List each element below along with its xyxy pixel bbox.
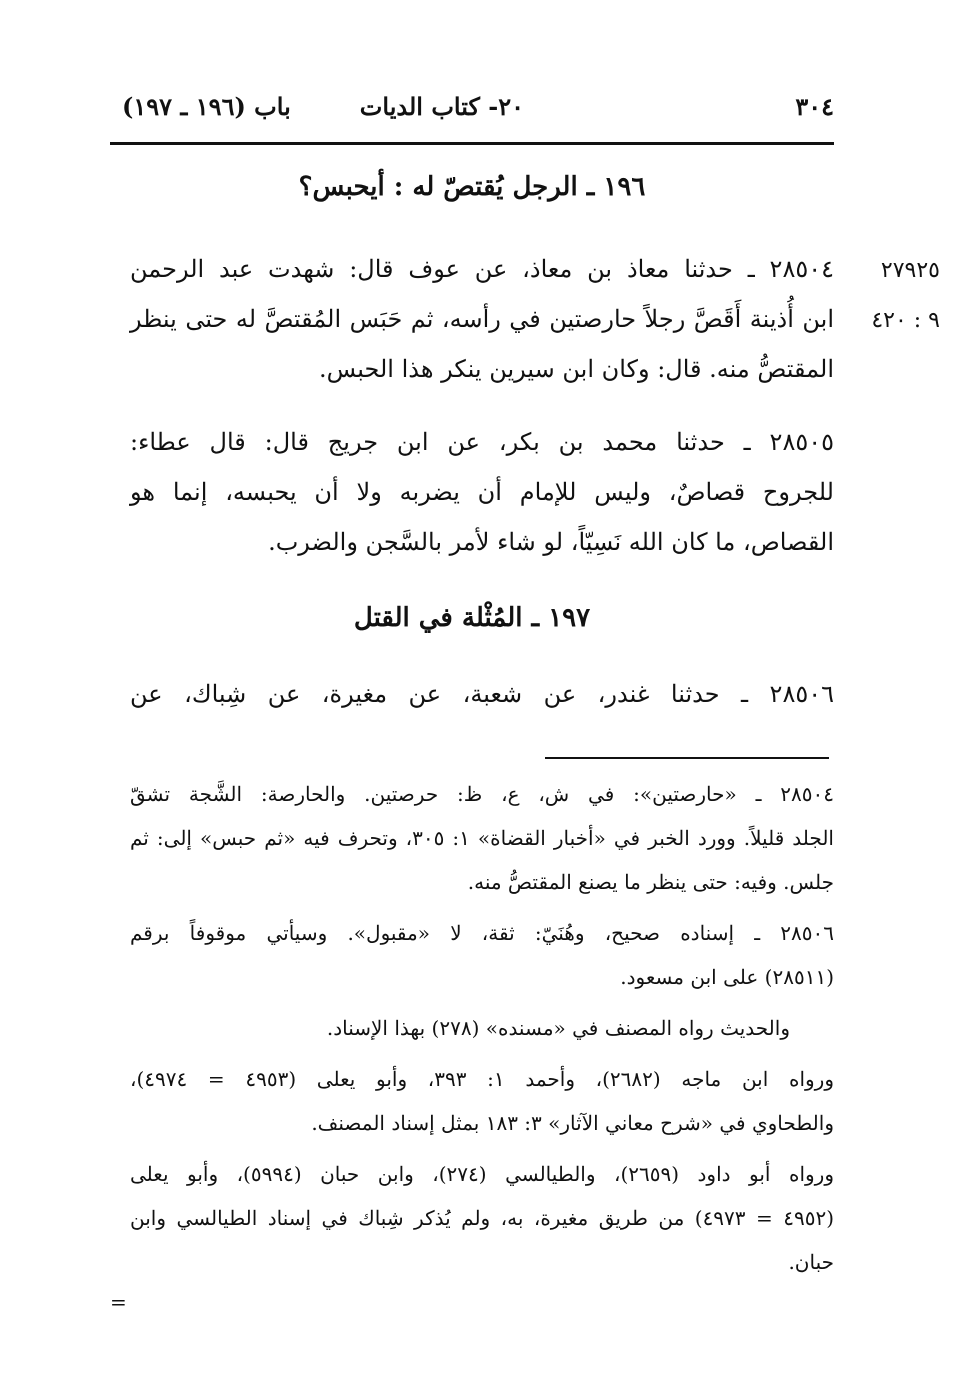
footnote-ibn-majah-line-2: والطحاوي في «شرح معاني الآثار» ٣: ١٨٣ بمثل إسناد المصنف. xyxy=(311,1111,834,1135)
footnote-28504-line-2: الجلد قليلاً. وورد الخبر في «أخبار القضاة» ١: ٣٠٥، وتحرف فيه «ثم حبس» إلى: ثم xyxy=(130,826,834,850)
footnote-28504-line-3: جلس. وفيه: حتى ينظر ما يصنع المقتصُّ منه. xyxy=(467,870,834,894)
hadith-28505-line-2: للجروح قصاصٌ، وليس للإمام أن يضربه ولا أن يحبسه، إنما هو xyxy=(130,478,834,506)
running-header xyxy=(110,92,834,132)
hadith-28504-line-2: ابن أُذينة أَقَصَّ رجلاً حارصتين في رأسه، ثم حَبَس المُقتصَّ له حتى ينظر xyxy=(130,305,834,333)
margin-note-number: ٢٧٩٢٥ xyxy=(880,258,940,283)
margin-note-reference: ٩ : ٤٢٠ xyxy=(871,308,940,333)
footnote-ibn-majah-line-1: ورواه ابن ماجه (٢٦٨٢)، وأحمد ١: ٣٩٣، وأبو يعلى (٤٩٥٣ = ٤٩٧٤)، xyxy=(130,1067,834,1091)
page-number: ٣٠٤ xyxy=(795,92,834,121)
footnote-abu-dawud-line-1: ورواه أبو داود (٢٦٥٩)، والطيالسي (٢٧٤)، وابن حبان (٥٩٩٤)، وأبو يعلى xyxy=(130,1162,834,1186)
hadith-28505-line-3: القصاص، ما كان الله نَسِيّاً، لو شاء لأمر بالسَّجن والضرب. xyxy=(268,528,834,556)
hadith-28504-line-3: المقتصُّ منه. قال: وكان ابن سيرين ينكر هذا الحبس. xyxy=(319,355,834,383)
book-title: ٢٠- كتاب الديات xyxy=(359,92,524,121)
chapter-title-196: ١٩٦ ـ الرجل يُقتصّ له : أيحبس؟ xyxy=(298,172,646,202)
footnote-divider xyxy=(545,757,829,759)
hadith-28505-line-1: ٢٨٥٠٥ ـ حدثنا محمد بن بكر، عن ابن جريج قال: قال عطاء: xyxy=(130,428,834,456)
chapter-range: باب (١٩٦ ـ ١٩٧) xyxy=(122,92,291,121)
footnote-abu-dawud-line-2: (٤٩٥٢ = ٤٩٧٣) من طريق مغيرة، به، ولم يُذكر شِباك في إسناد الطيالسي وابن xyxy=(130,1206,834,1230)
footnote-28504-line-1: ٢٨٥٠٤ ـ «حارصتين»: في ش، ع، ظ: حرصتين. والحارصة: الشَّجة تشقّ xyxy=(130,782,834,806)
footnote-musnad-line: والحديث رواه المصنف في «مسنده» (٢٧٨) بهذا الإسناد. xyxy=(326,1016,790,1040)
footnote-28506-line-1: ٢٨٥٠٦ ـ إسناده صحيح، وهُنَيّ: ثقة، لا «مقبول». وسيأتي موقوفاً برقم xyxy=(130,921,835,945)
chapter-title-197: ١٩٧ ـ المُثْلة في القتل xyxy=(353,603,591,633)
footnote-abu-dawud-line-3: حبان. xyxy=(788,1250,834,1274)
hadith-28504-line-1: ٢٨٥٠٤ ـ حدثنا معاذ بن معاذ، عن عوف قال: شهدت عبد الرحمن xyxy=(130,255,834,283)
hadith-28506-line-1: ٢٨٥٠٦ ـ حدثنا غندر، عن شعبة، عن مغيرة، عن شِباك، عن xyxy=(130,680,834,708)
footnote-28506-line-2: (٢٨٥١١) على ابن مسعود. xyxy=(620,965,834,989)
continuation-mark: = xyxy=(110,1290,127,1314)
header-divider xyxy=(110,142,834,145)
